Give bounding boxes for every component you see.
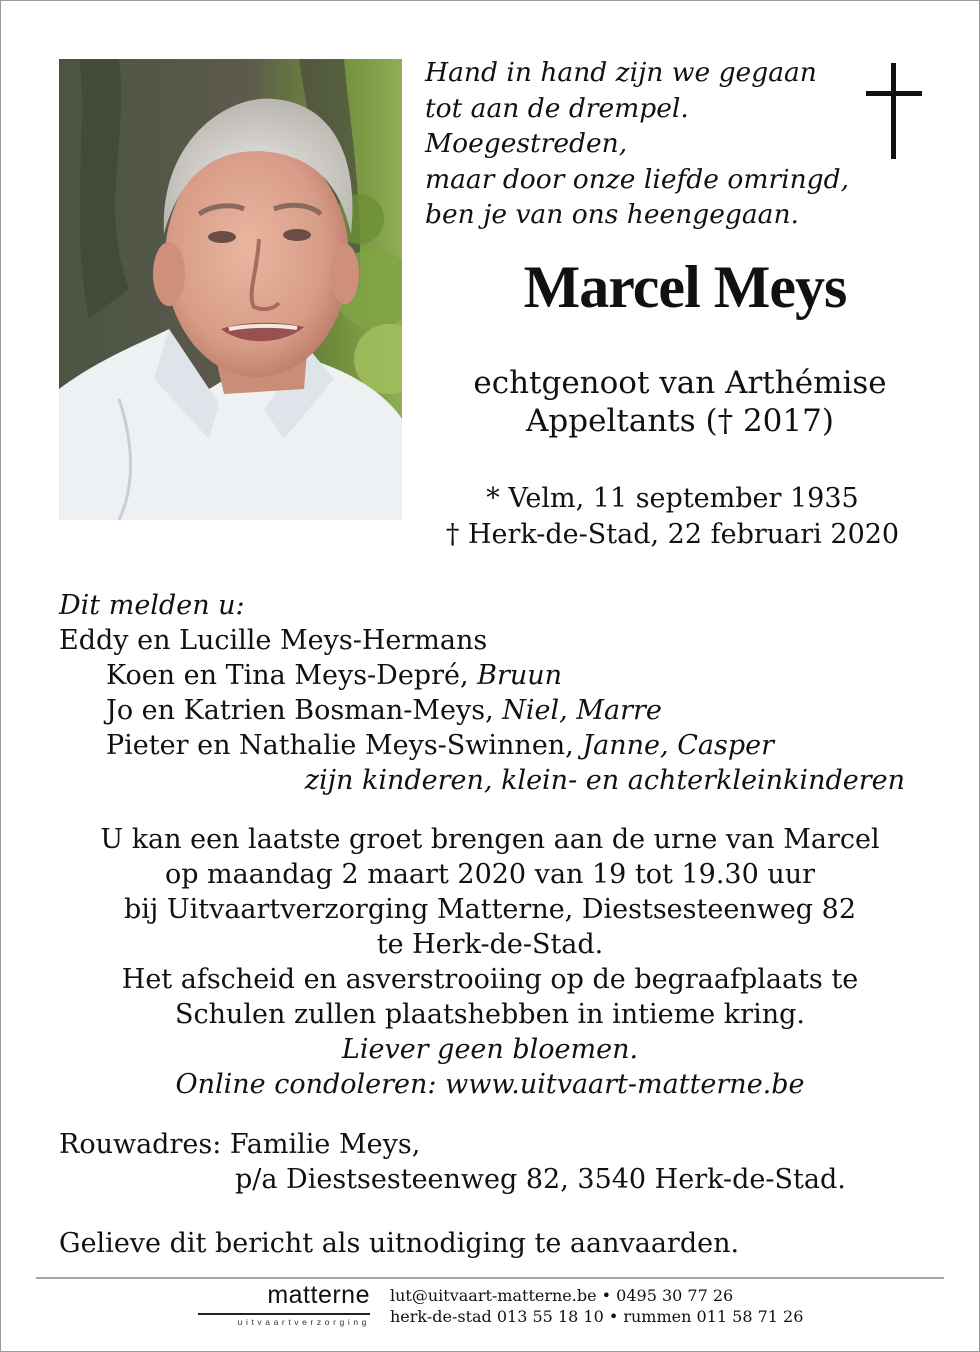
no-flowers-note: Liever geen bloemen.: [341, 1034, 639, 1065]
matterne-logo: matterne: [267, 1281, 370, 1309]
poem-line: tot aan de drempel.: [425, 92, 689, 124]
poem: [425, 55, 850, 233]
address-line: Rouwadres: Familie Meys,: [59, 1129, 421, 1160]
ceremony-line: Schulen zullen plaatshebben in intieme kring.: [175, 999, 805, 1030]
logo-subtitle: uitvaartverzorging: [237, 1317, 370, 1327]
logo-underline: [198, 1313, 370, 1315]
portrait-image: [59, 59, 402, 520]
poem-line: maar door onze liefde omringd,: [425, 163, 850, 195]
online-condolence: Online condoleren: www.uitvaart-matterne.be: [175, 1069, 805, 1100]
portrait-photo: [59, 59, 402, 520]
ceremony-line: U kan een laatste groet brengen aan de urne van Marcel: [100, 824, 880, 855]
deceased-name: Marcel Meys: [523, 254, 847, 320]
life-dates: [430, 481, 915, 553]
family-relation: zijn kinderen, klein- en achterkleinkinderen: [304, 765, 905, 796]
footer-divider: [36, 1277, 944, 1279]
ceremony-line: op maandag 2 maart 2020 van 19 tot 19.30 uur: [164, 859, 816, 890]
family-names: Pieter en Nathalie Meys-Swinnen,: [106, 730, 583, 761]
grandchildren: Bruun: [477, 660, 563, 691]
family-line: [59, 693, 939, 728]
ceremony-line: te Herk-de-Stad.: [376, 929, 604, 960]
spouse-line: Appeltants († 2017): [526, 403, 834, 439]
grandchildren: Janne, Casper: [582, 730, 774, 761]
poem-line: Moegestreden,: [425, 128, 628, 159]
birth-date: * Velm, 11 september 1935: [486, 483, 859, 514]
ceremony-info: [50, 822, 930, 1102]
family-names: Jo en Katrien Bosman-Meys,: [106, 695, 503, 726]
family-line: [59, 658, 939, 693]
contact-line: lut@uitvaart-matterne.be • 0495 30 77 26: [390, 1286, 734, 1305]
address-line: p/a Diestsesteenweg 82, 3540 Herk-de-Stad.: [235, 1164, 846, 1195]
spouse-line: echtgenoot van Arthémise: [473, 365, 887, 401]
ceremony-line: bij Uitvaartverzorging Matterne, Diestsesteenweg 82: [123, 894, 857, 925]
death-date: † Herk-de-Stad, 22 februari 2020: [445, 519, 900, 550]
family-names: Eddy en Lucille Meys-Hermans: [59, 625, 488, 656]
contact-line: herk-de-stad 013 55 18 10 • rummen 011 58 71 26: [390, 1307, 804, 1326]
closing-note: Gelieve dit bericht als uitnodiging te aanvaarden.: [59, 1228, 740, 1259]
family-line: [59, 728, 939, 763]
poem-line: Hand in hand zijn we gegaan: [425, 57, 817, 88]
family-names: Koen en Tina Meys-Depré,: [106, 660, 478, 691]
family-line: [59, 623, 939, 658]
grandchildren: Niel, Marre: [502, 695, 662, 726]
ceremony-line: Het afscheid en asverstrooiing op de begraafplaats te: [121, 964, 859, 995]
family-announcement: [59, 588, 939, 798]
announcement-intro: Dit melden u:: [59, 590, 245, 621]
mourning-address: [59, 1127, 939, 1197]
poem-line: ben je van ons heengegaan.: [425, 199, 799, 230]
spouse-info: [430, 364, 930, 440]
footer-contact: [390, 1285, 803, 1327]
cross-icon: [866, 63, 922, 159]
